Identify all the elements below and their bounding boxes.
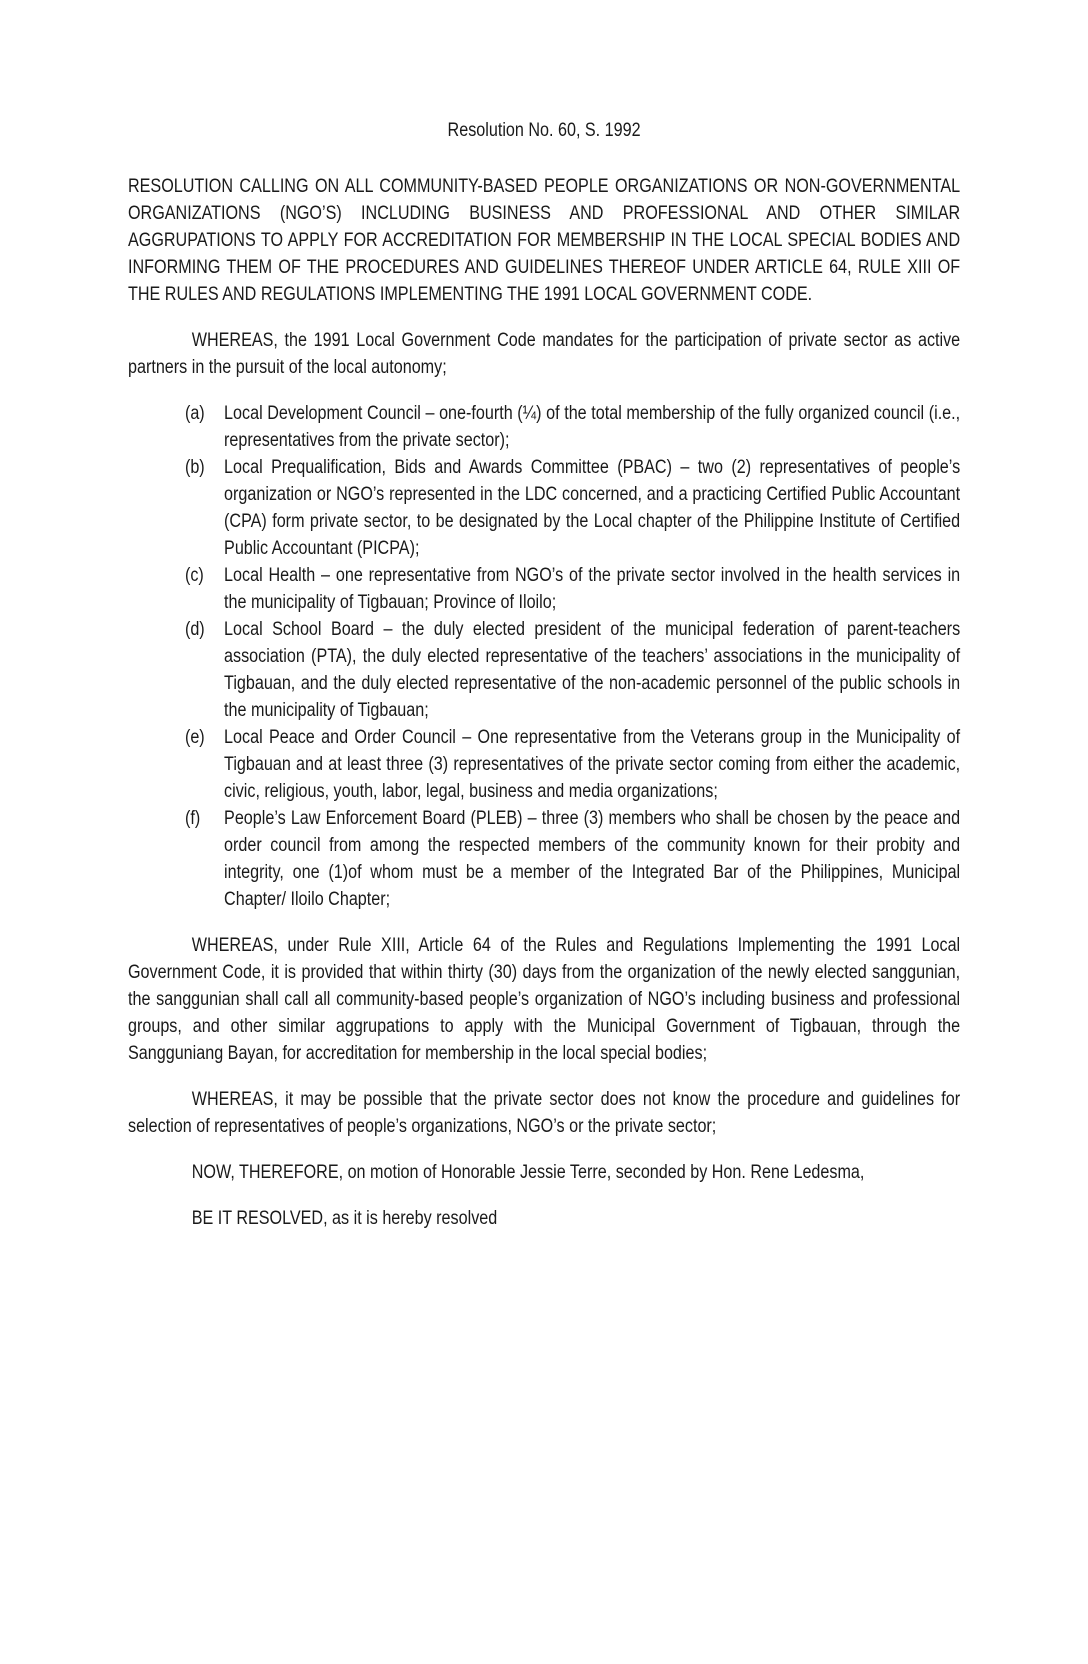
list-item-text: Local School Board – the duly elected president of the municipal federation of parent-teachers association (PTA), the duly elected representative of the teachers’ associations in the municipality of Tigbauan, and the duly elected representative of the non-academic personnel of the public schools in the municipality of Tigbauan; (224, 619, 961, 721)
document-content (128, 117, 960, 1251)
whereas-possible-paragraph: WHEREAS, it may be possible that the private sector does not know the procedure and guidelines for selection of representatives of people’s organizations, NGO’s or the private sector; (128, 1089, 961, 1137)
be-it-resolved-paragraph: BE IT RESOLVED, as it is hereby resolved (191, 1208, 498, 1229)
resolution-heading: RESOLUTION CALLING ON ALL COMMUNITY-BASED PEOPLE ORGANIZATIONS OR NON-GOVERNMENTAL ORGANIZATIONS (NGO’S) INCLUDING BUSINESS AND PROFESSIONAL AND OTHER SIMILAR AGGRUPATIONS TO APPLY FOR ACCREDITATION FOR MEMBERSHIP IN THE LOCAL SPECIAL BODIES AND INFORMING THEM OF THE PROCEDURES AND GUIDELINES THEREOF UNDER ARTICLE 64, RULE XIII OF THE RULES AND REGULATIONS IMPLEMENTING THE 1991 LOCAL GOVERNMENT CODE. (128, 176, 961, 305)
document-title: Resolution No. 60, S. 1992 (447, 120, 641, 141)
list-item-marker: (f) (184, 808, 201, 829)
list-item-text: People’s Law Enforcement Board (PLEB) – three (3) members who shall be chosen by the peace and order council from among the respected members of the community known for their probity and integrity, one (1)of whom must be a member of the Integrated Bar of the Philippines, Municipal Chapter/ Iloilo Chapter; (224, 808, 961, 910)
list-item-marker: (a) (184, 403, 205, 424)
list-item-marker: (c) (184, 565, 204, 586)
list-item-text: Local Health – one representative from NGO’s of the private sector involved in the health services in the municipality of Tigbauan; Province of Iloilo; (224, 565, 961, 613)
list-item-marker: (b) (184, 457, 205, 478)
now-therefore-paragraph: NOW, THEREFORE, on motion of Honorable Jessie Terre, seconded by Hon. Rene Ledesma, (191, 1162, 865, 1183)
list-item-a (128, 400, 960, 454)
list-item-e (128, 724, 960, 805)
list-item-marker: (d) (184, 619, 205, 640)
list-item-c (128, 562, 960, 616)
list-item-text: Local Peace and Order Council – One representative from the Veterans group in the Municipality of Tigbauan and at least three (3) representatives of the private sector coming from either the academic, civic, religious, youth, labor, legal, business and media organizations; (224, 727, 961, 802)
special-bodies-list (128, 400, 960, 913)
list-item-f (128, 805, 960, 913)
list-item-b (128, 454, 960, 562)
list-item-text: Local Development Council – one-fourth (¼) of the total membership of the fully organized council (i.e., representatives from the private sector); (224, 403, 961, 451)
list-item-text: Local Prequalification, Bids and Awards Committee (PBAC) – two (2) representatives of people’s organization or NGO’s represented in the LDC concerned, and a practicing Certified Public Accountant (CPA) form private sector, to be designated by the Local chapter of the Philippine Institute of Certified Public Accountant (PICPA); (224, 457, 961, 559)
whereas-participation-paragraph: WHEREAS, the 1991 Local Government Code mandates for the participation of private sector as active partners in the pursuit of the local autonomy; (128, 330, 961, 378)
list-item-marker: (e) (184, 727, 205, 748)
list-item-d (128, 616, 960, 724)
whereas-rule-xiii-paragraph: WHEREAS, under Rule XIII, Article 64 of the Rules and Regulations Implementing the 1991 Local Government Code, it is provided that within thirty (30) days from the organization of the newly elected sanggunian, the sanggunian shall call all community-based people’s organization of NGO’s including business and professional groups, and other similar aggrupations to apply with the Municipal Government of Tigbauan, through the Sangguniang Bayan, for accreditation for membership in the local special bodies; (128, 935, 961, 1064)
